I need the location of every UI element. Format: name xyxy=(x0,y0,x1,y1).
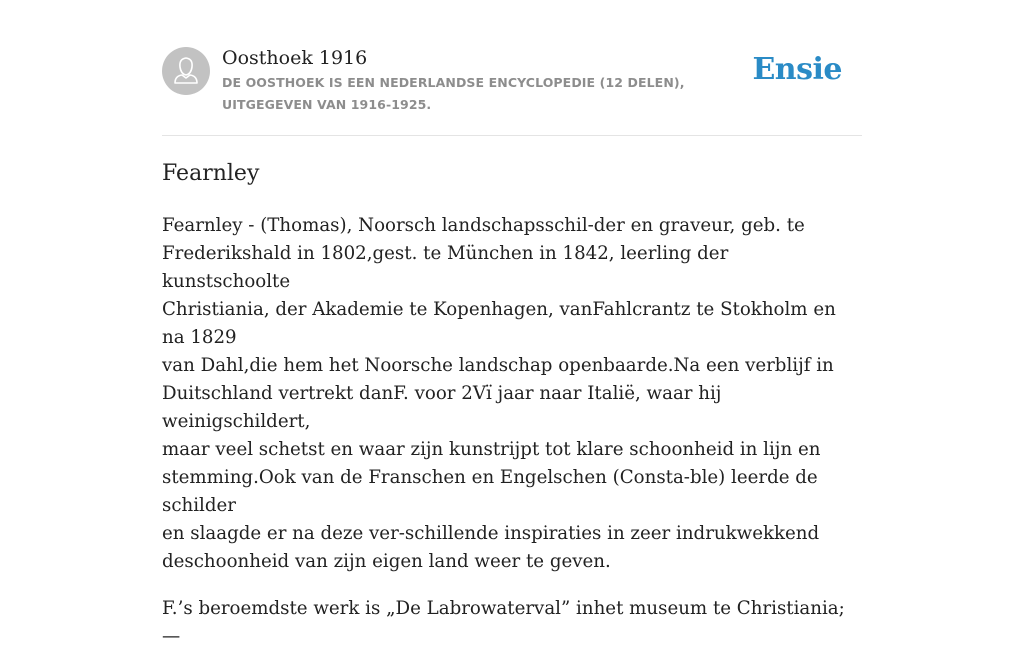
entry-title: Fearnley xyxy=(162,161,260,186)
person-outline-icon xyxy=(162,47,210,95)
source-description: DE OOSTHOEK IS EEN NEDERLANDSE ENCYCLOPEDIE (12 DELEN), UITGEGEVEN VAN 1916-1925. xyxy=(222,75,685,112)
user-avatar-icon[interactable] xyxy=(162,47,210,95)
source-header xyxy=(162,46,862,116)
header-divider xyxy=(162,135,862,136)
brand-logo[interactable]: Ensie xyxy=(752,52,842,87)
source-title[interactable]: Oosthoek 1916 xyxy=(222,47,368,69)
entry-paragraph: F.’s beroemdste werk is „De Labrowaterval” inhet museum te Christiania; — xyxy=(162,598,845,647)
entry-paragraph: Fearnley - (Thomas), Noorsch landschapsschil-der en graveur, geb. te Frederikshald in 1802,gest. te München in 1842, leerling der kunstschoolte Christiania, der Akademie te Kopenhagen, vanFahlcrantz te Stokholm en na 1829 van Dahl,die hem het Noorsche landschap openbaarde.Na een verblijf in Duitschland vertrekt danF. voor 2Vï jaar naar Italië, waar hij weinigschildert, maar veel schetst en waar zijn kunstrijpt tot klare schoonheid in lijn en stemming.Ook van de Franschen en Engelschen (Consta-ble) leerde de schilder en slaagde er na deze ver-schillende inspiraties in zeer indrukwekkend deschoonheid van zijn eigen land weer te geven. xyxy=(162,215,836,572)
entry-body xyxy=(162,212,862,670)
